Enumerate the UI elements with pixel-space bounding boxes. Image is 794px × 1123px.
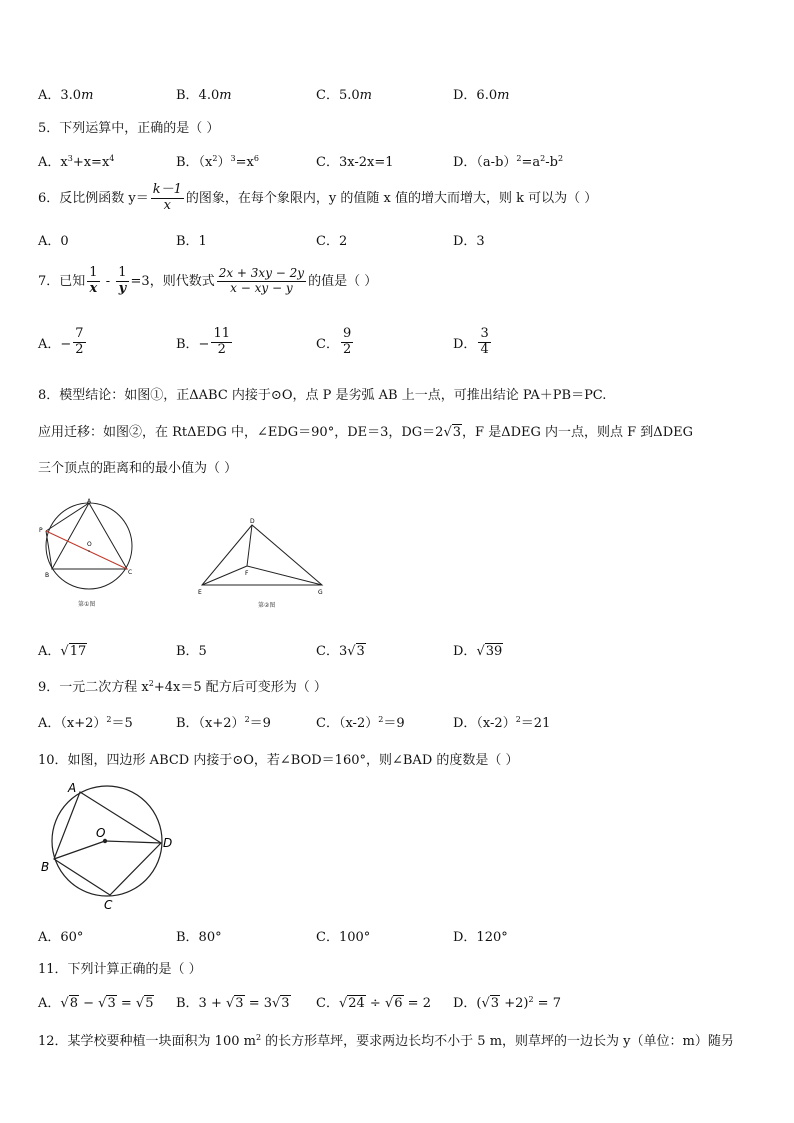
q4-option-a[interactable]: A．3.0m [38,88,94,103]
q8-option-b[interactable]: B．5 [176,644,207,659]
fig2-label-f: F [245,570,249,577]
q9-option-b[interactable]: B．$(x+2)^2=9$ [176,715,271,731]
q6-options [38,230,758,260]
q7-option-a[interactable]: A．− $\frac{7}{2}$ [38,326,84,357]
q10-stem: 10．如图，四边形 ABCD 内接于⊙O，若∠BOD＝160°，则∠BAD 的度数是（ ） [38,753,519,768]
q6-option-a[interactable]: A．0 [38,234,69,249]
q10-label-c: C [104,898,113,912]
q4-option-c[interactable]: C．5.0m [316,88,372,103]
fig1-pb [46,531,52,569]
q10-label-a: A [68,781,77,795]
q5-stem: 5．下列运算中，正确的是（ ） [38,121,220,136]
fig1-label-b: B [45,572,50,579]
q7-option-c[interactable]: C． $\frac{9}{2}$ [316,326,352,357]
q7-options [38,327,758,357]
fig1-caption: 第①图 [78,601,96,608]
fig1-label-o: O [87,541,92,548]
q8-option-c[interactable]: C．3√3 [316,644,365,659]
q10-option-a[interactable]: A．60° [38,930,84,945]
q11-options [38,992,758,1022]
q4-option-b[interactable]: B．4.0m [176,88,232,103]
q10-label-d: D [163,836,173,850]
q10-od [105,841,161,843]
fig2-label-e: E [198,589,202,596]
fig2-fe [202,566,247,585]
q9-option-c[interactable]: C．$(x-2)^2=9$ [316,715,405,731]
q11-option-d[interactable]: D．$(√3 +2)^2 = 7$ [453,995,561,1011]
q10-ob [54,841,105,859]
q8-option-a[interactable]: A．√17 [38,644,87,659]
q11-option-b[interactable]: B．3 + √3 = 3√3 [176,996,290,1011]
q6-option-d[interactable]: D．3 [453,234,485,249]
q10-label-o: O [96,826,106,840]
fig1-pc [46,531,127,569]
q9-option-d[interactable]: D．$(x-2)^2=21$ [453,715,551,731]
q8-stem-line3: 三个顶点的距离和的最小值为（ ） [38,461,238,476]
q4-option-d[interactable]: D．6.0m [453,88,510,103]
q6-stem: 6．反比例函数 y＝ $\frac{k-1}{x}$ 的图象，在每个象限内，y 的值随 x 值的增大而增大，则 k 可以为（ ） [38,182,598,213]
q5-options [38,151,758,181]
fig1-label-p: P [39,527,43,534]
q12-stem: 12．某学校要种植一块面积为 100 $m^2$ 的长方形草坪，要求两边长均不小于 5 m，则草坪的一边长为 y（单位：m）随另 [38,1033,734,1049]
fig2-label-g: G [318,589,323,596]
q10-option-b[interactable]: B．80° [176,930,222,945]
q10-option-d[interactable]: D．120° [453,930,508,945]
fig2-fd [247,525,252,566]
q7-option-b[interactable]: B．− $\frac{11}{2}$ [176,326,230,357]
fig1-pa [46,503,89,531]
q11-stem: 11．下列计算正确的是（ ） [38,962,202,977]
q8-figure-2 [192,512,332,617]
q9-options [38,712,758,742]
q7-stem: 7．已知 $\frac{1}{x}$ - $\frac{1}{y}$ =3，则代数式 $\frac{2x + 3xy - 2y}{x - xy - y}$ 的值是（ ） [38,265,378,296]
q5-option-d[interactable]: D．$(a-b)^2=a^2-b^2$ [453,154,564,170]
fig2-label-d: D [250,518,255,525]
q4-options [38,84,758,114]
q9-stem: 9．一元二次方程 $x^2+4x=5$ 配方后可变形为（ ） [38,679,327,695]
q10-quadrilateral [54,792,161,895]
q8-option-d[interactable]: D．√39 [453,644,503,659]
q5-option-b[interactable]: B．$(x^2)^3=x^6$ [176,154,259,170]
q8-figure-1 [30,495,170,615]
q10-option-c[interactable]: C．100° [316,930,371,945]
q11-option-a[interactable]: A．√8 − √3 = √5 [38,996,154,1011]
q7-option-d[interactable]: D． $\frac{3}{4}$ [453,326,489,357]
q5-option-a[interactable]: A．$x^3+x=x^4$ [38,154,115,170]
q8-options [38,640,758,670]
q9-option-a[interactable]: A．$(x+2)^2=5$ [38,715,133,731]
q10-options [38,926,758,956]
q10-label-b: B [41,860,50,874]
q6-option-c[interactable]: C．2 [316,234,348,249]
q6-option-b[interactable]: B．1 [176,234,207,249]
q8-stem-line2: 应用迁移：如图②，在 RtΔEDG 中，∠EDG＝90°，DE＝3，DG＝2√3，F 是ΔDEG 内一点，则点 F 到ΔDEG [38,425,693,440]
fig1-label-c: C [128,569,133,576]
fig2-caption: 第②图 [258,602,276,609]
q5-option-c[interactable]: C．3x-2x=1 [316,155,394,170]
fig1-label-a: A [87,498,92,505]
fig2-triangle [202,525,322,585]
q10-figure [35,775,185,915]
q8-stem-line1: 8．模型结论：如图①，正ΔABC 内接于⊙O，点 P 是劣弧 AB 上一点，可推出结论 PA＋PB＝PC. [38,388,607,403]
q11-option-c[interactable]: C．√24 ÷ √6 = 2 [316,996,431,1011]
